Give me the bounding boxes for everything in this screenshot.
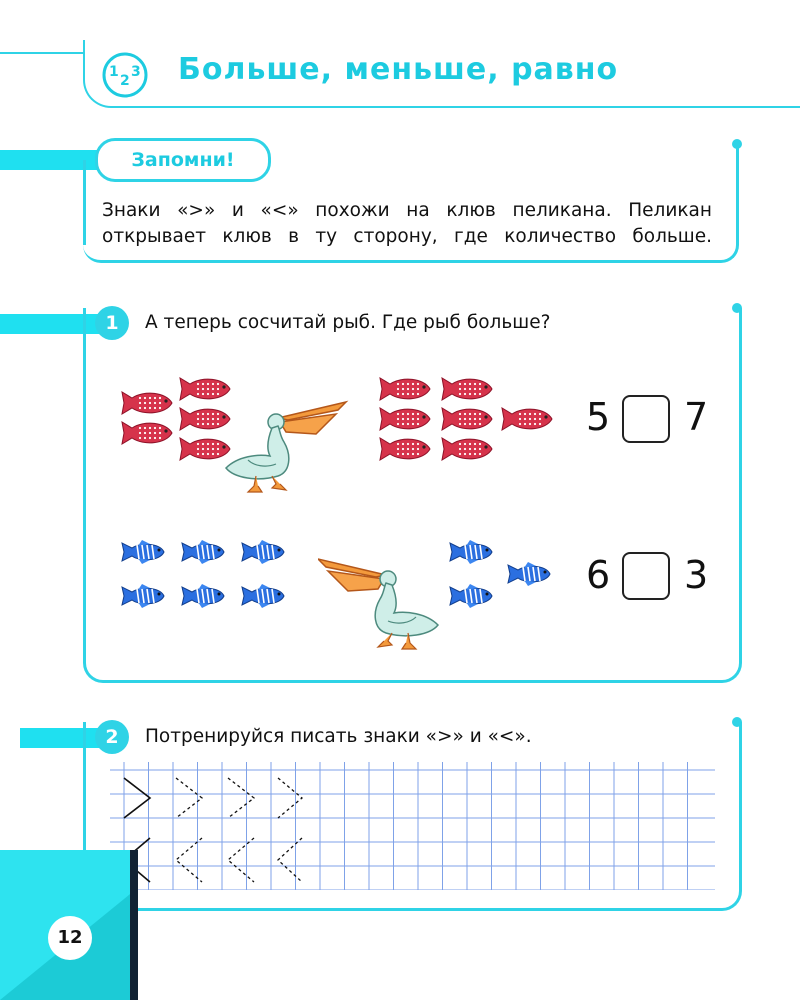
row1-left-number: 5 bbox=[586, 395, 611, 439]
blue-fish bbox=[506, 562, 554, 586]
red-fish bbox=[440, 406, 494, 432]
svg-text:2: 2 bbox=[120, 73, 130, 89]
red-fish bbox=[178, 406, 232, 432]
blue-fish bbox=[180, 584, 228, 608]
red-fish bbox=[500, 406, 554, 432]
blue-fish bbox=[180, 540, 228, 564]
row2-left-number: 6 bbox=[586, 553, 611, 597]
blue-fish bbox=[240, 584, 288, 608]
row1-right-number: 7 bbox=[684, 395, 709, 439]
blue-fish bbox=[448, 540, 496, 564]
sample-greater-sign bbox=[124, 778, 150, 818]
pelican-facing-right bbox=[218, 398, 350, 498]
page-title: Больше, меньше, равно bbox=[178, 52, 619, 87]
svg-text:3: 3 bbox=[131, 64, 141, 80]
remember-badge: Запомни! bbox=[95, 138, 271, 182]
pelican-facing-left bbox=[318, 555, 446, 655]
row1-answer-box[interactable] bbox=[622, 395, 670, 443]
exercise1-prompt: А теперь сосчитай рыб. Где рыб больше? bbox=[145, 312, 551, 333]
remember-line-1: Знаки «>» и «<» похожи на клюв пеликана. Пеликан bbox=[102, 200, 712, 221]
red-fish bbox=[378, 436, 432, 462]
red-fish bbox=[378, 376, 432, 402]
svg-text:1: 1 bbox=[109, 64, 119, 80]
exercise2-number: 2 bbox=[95, 720, 129, 754]
red-fish bbox=[440, 436, 494, 462]
red-fish bbox=[440, 376, 494, 402]
numbers-123-icon bbox=[100, 52, 150, 98]
red-fish bbox=[378, 406, 432, 432]
blue-fish bbox=[120, 584, 168, 608]
red-fish bbox=[120, 390, 174, 416]
remember-text bbox=[102, 198, 712, 250]
row2-right-number: 3 bbox=[684, 553, 709, 597]
blue-fish bbox=[120, 540, 168, 564]
remember-line-2: открывает клюв в ту сторону, где количество больше. bbox=[102, 226, 712, 247]
row2-answer-box[interactable] bbox=[622, 552, 670, 600]
red-fish bbox=[178, 436, 232, 462]
exercise2-prompt: Потренируйся писать знаки «>» и «<». bbox=[145, 726, 532, 747]
blue-fish bbox=[240, 540, 288, 564]
red-fish bbox=[120, 420, 174, 446]
page-number: 12 bbox=[48, 916, 92, 960]
header-rule bbox=[0, 52, 85, 54]
blue-fish bbox=[448, 584, 496, 608]
exercise1-number: 1 bbox=[95, 306, 129, 340]
writing-grid[interactable] bbox=[110, 762, 715, 890]
remember-frame-left bbox=[83, 160, 86, 245]
red-fish bbox=[178, 376, 232, 402]
